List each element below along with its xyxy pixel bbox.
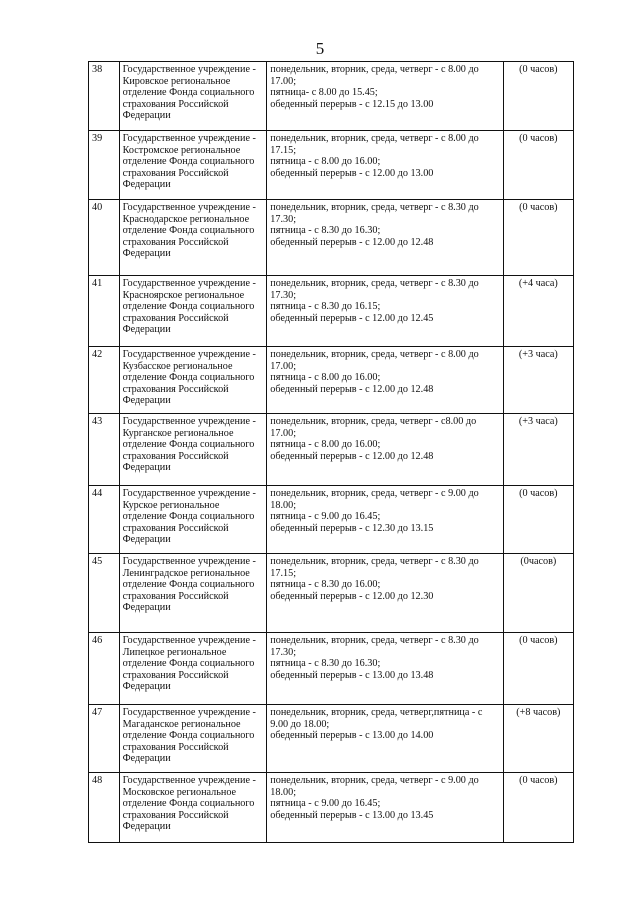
working-hours (267, 633, 503, 705)
working-hours-line: понедельник, вторник, среда, четверг - с8.00 до 17.00; (270, 416, 477, 439)
organization-name: Государственное учреждение - Липецкое региональное отделение Фонда социального страхования Российской Федерации (119, 633, 267, 705)
organization-name: Государственное учреждение - Московское региональное отделение Фонда социального страхования Российской Федерации (119, 773, 267, 843)
working-hours (267, 414, 503, 486)
time-offset: (+3 часа) (503, 347, 573, 414)
working-hours-line: обеденный перерыв - с 12.00 до 13.00 (270, 167, 434, 179)
working-hours-line: пятница - с 8.00 до 16.00; (270, 372, 381, 384)
time-offset: (0 часов) (503, 200, 573, 276)
table-row (89, 486, 574, 554)
working-hours (267, 347, 503, 414)
working-hours-line: понедельник, вторник, среда, четверг - с 8.00 до 17.00; (270, 349, 479, 372)
working-hours (267, 773, 503, 843)
schedule-table (88, 61, 574, 843)
working-hours-line: обеденный перерыв - с 12.00 до 12.48 (270, 450, 434, 462)
working-hours-line: пятница - с 9.00 до 16.45; (270, 798, 381, 810)
working-hours-line: пятница - с 8.00 до 16.00; (270, 439, 381, 451)
row-number: 44 (89, 486, 120, 554)
working-hours-line: обеденный перерыв - с 13.00 до 14.00 (270, 730, 434, 742)
working-hours-line: обеденный перерыв - с 12.00 до 12.48 (270, 236, 434, 248)
working-hours-line: обеденный перерыв - с 12.30 до 13.15 (270, 522, 434, 534)
organization-name: Государственное учреждение - Кировское региональное отделение Фонда социального страхования Российской Федерации (119, 62, 267, 131)
table-row (89, 633, 574, 705)
row-number: 40 (89, 200, 120, 276)
working-hours (267, 554, 503, 633)
working-hours-line: понедельник, вторник, среда, четверг - с 8.30 до 17.30; (270, 635, 479, 658)
time-offset: (0 часов) (503, 486, 573, 554)
working-hours-line: понедельник, вторник, среда, четверг - с 8.00 до 17.00; (270, 64, 479, 87)
working-hours-line: понедельник, вторник, среда, четверг - с 9.00 до 18.00; (270, 775, 479, 798)
schedule-table-body (89, 62, 574, 843)
working-hours-line: пятница - с 8.30 до 16.00; (270, 579, 381, 591)
row-number: 48 (89, 773, 120, 843)
row-number: 39 (89, 131, 120, 200)
row-number: 41 (89, 276, 120, 347)
working-hours (267, 705, 503, 773)
row-number: 47 (89, 705, 120, 773)
table-row (89, 62, 574, 131)
time-offset: (0часов) (503, 554, 573, 633)
time-offset: (+4 часа) (503, 276, 573, 347)
table-row (89, 773, 574, 843)
working-hours (267, 200, 503, 276)
organization-name: Государственное учреждение - Костромское региональное отделение Фонда социального страхования Российской Федерации (119, 131, 267, 200)
time-offset: (0 часов) (503, 62, 573, 131)
working-hours-line: понедельник, вторник, среда, четверг,пятница - с 9.00 до 18.00; (270, 707, 483, 730)
organization-name: Государственное учреждение - Кузбасское региональное отделение Фонда социального страхования Российской Федерации (119, 347, 267, 414)
working-hours-line: понедельник, вторник, среда, четверг - с 9.00 до 18.00; (270, 488, 479, 511)
working-hours-line: пятница- с 8.00 до 15.45; (270, 87, 378, 99)
organization-name: Государственное учреждение - Красноярское региональное отделение Фонда социального страхования Российской Федерации (119, 276, 267, 347)
working-hours-line: пятница - с 8.30 до 16.30; (270, 225, 381, 237)
time-offset: (0 часов) (503, 773, 573, 843)
page-number: 5 (315, 39, 325, 58)
table-row (89, 414, 574, 486)
working-hours (267, 62, 503, 131)
working-hours-line: обеденный перерыв - с 13.00 до 13.48 (270, 669, 434, 681)
working-hours-line: обеденный перерыв - с 13.00 до 13.45 (270, 809, 434, 821)
table-row (89, 131, 574, 200)
time-offset: (+8 часов) (503, 705, 573, 773)
time-offset: (0 часов) (503, 633, 573, 705)
working-hours-line: обеденный перерыв - с 12.00 до 12.30 (270, 590, 434, 602)
row-number: 46 (89, 633, 120, 705)
working-hours-line: обеденный перерыв - с 12.00 до 12.48 (270, 383, 434, 395)
organization-name: Государственное учреждение - Краснодарское региональное отделение Фонда социального страхования Российской Федерации (119, 200, 267, 276)
row-number: 42 (89, 347, 120, 414)
working-hours-line: обеденный перерыв - с 12.00 до 12.45 (270, 312, 434, 324)
working-hours (267, 276, 503, 347)
working-hours-line: пятница - с 9.00 до 16.45; (270, 511, 381, 523)
table-row (89, 554, 574, 633)
time-offset: (+3 часа) (503, 414, 573, 486)
working-hours (267, 131, 503, 200)
organization-name: Государственное учреждение - Курское региональное отделение Фонда социального страхования Российской Федерации (119, 486, 267, 554)
working-hours-line: понедельник, вторник, среда, четверг - с 8.30 до 17.30; (270, 202, 479, 225)
working-hours (267, 486, 503, 554)
table-row (89, 200, 574, 276)
row-number: 38 (89, 62, 120, 131)
working-hours-line: обеденный перерыв - с 12.15 до 13.00 (270, 98, 434, 110)
organization-name: Государственное учреждение - Магаданское региональное отделение Фонда социального страхования Российской Федерации (119, 705, 267, 773)
time-offset: (0 часов) (503, 131, 573, 200)
row-number: 43 (89, 414, 120, 486)
organization-name: Государственное учреждение - Курганское региональное отделение Фонда социального страхования Российской Федерации (119, 414, 267, 486)
table-row (89, 705, 574, 773)
table-row (89, 276, 574, 347)
working-hours-line: пятница - с 8.30 до 16.15; (270, 301, 381, 313)
working-hours-line: понедельник, вторник, среда, четверг - с 8.00 до 17.15; (270, 133, 479, 156)
organization-name: Государственное учреждение - Ленинградское региональное отделение Фонда социального страхования Российской Федерации (119, 554, 267, 633)
table-row (89, 347, 574, 414)
row-number: 45 (89, 554, 120, 633)
working-hours-line: понедельник, вторник, среда, четверг - с 8.30 до 17.30; (270, 278, 479, 301)
working-hours-line: понедельник, вторник, среда, четверг - с 8.30 до 17.15; (270, 556, 479, 579)
working-hours-line: пятница - с 8.30 до 16.30; (270, 658, 381, 670)
working-hours-line: пятница - с 8.00 до 16.00; (270, 156, 381, 168)
